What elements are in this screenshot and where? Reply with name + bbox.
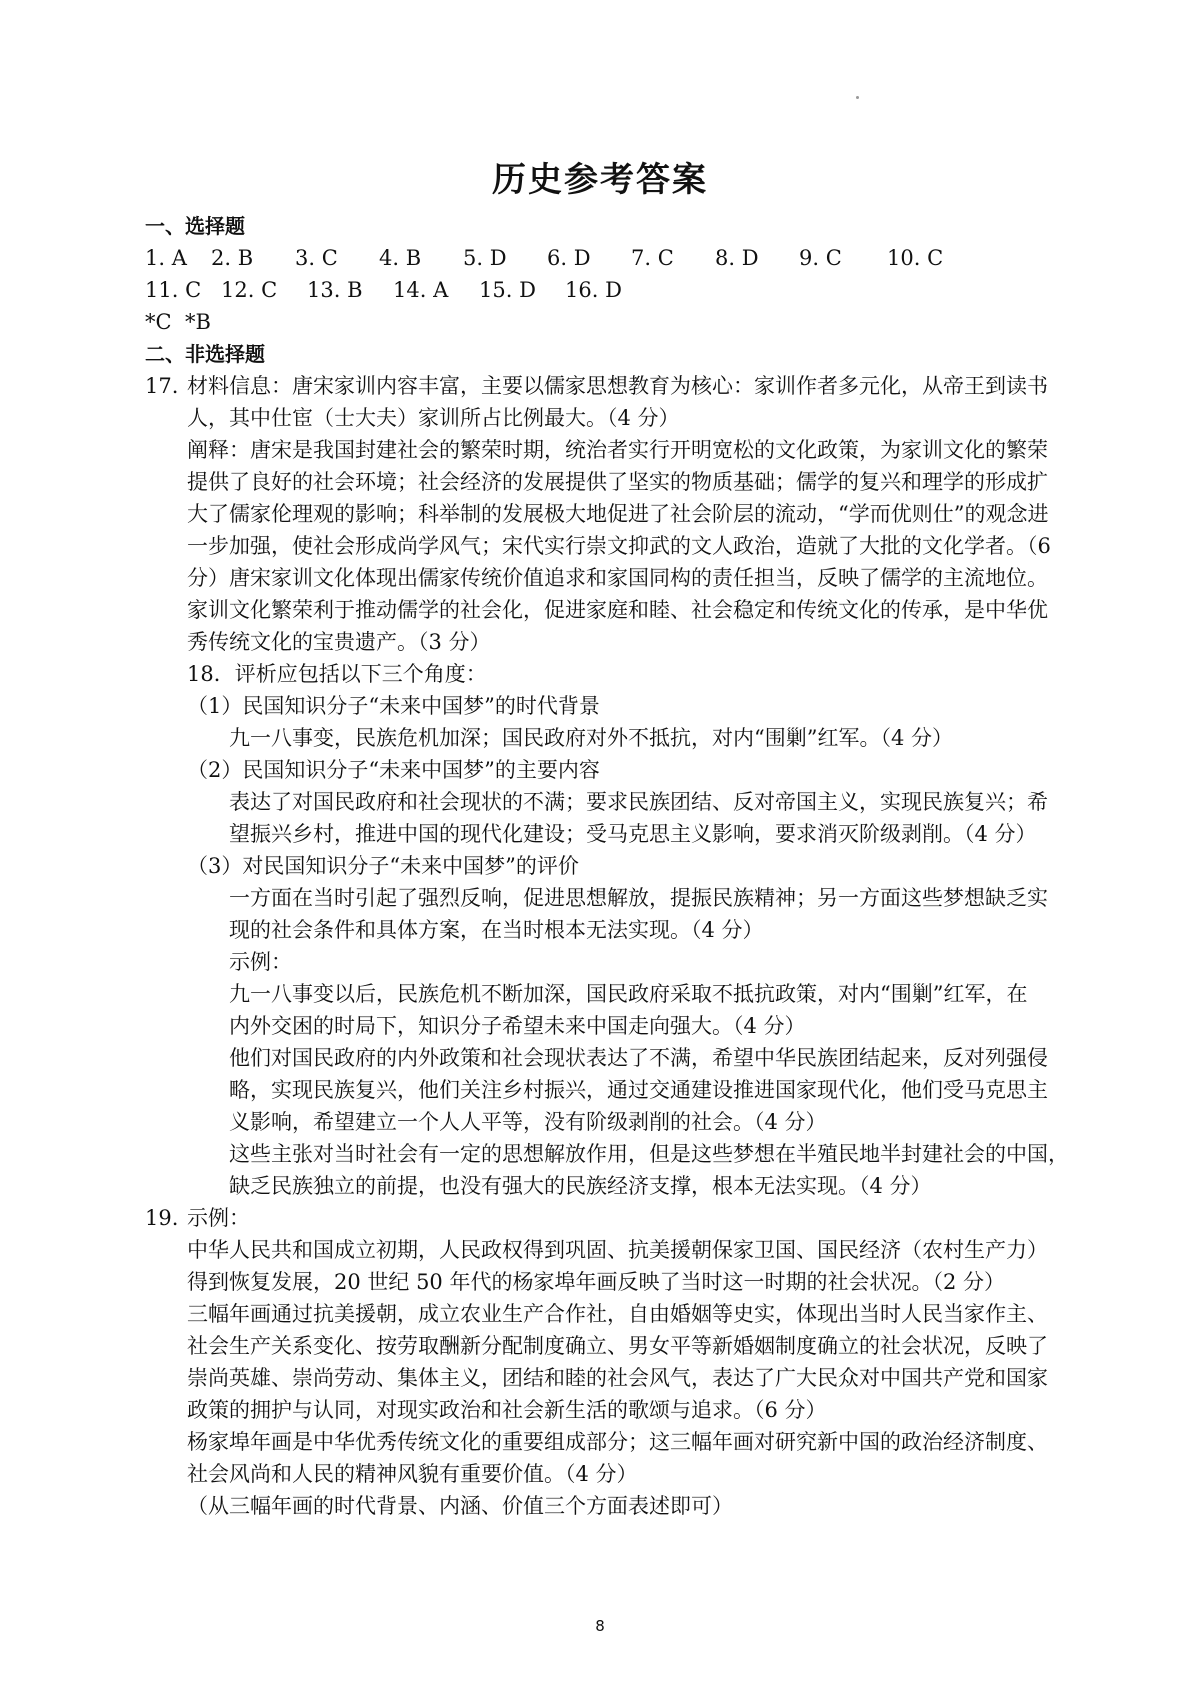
choice-answer: *C — [145, 310, 172, 334]
q17-line: 一步加强，使社会形成尚学风气；宋代实行崇文抑武的文人政治，造就了大批的文化学者。（6 — [187, 534, 1051, 558]
choice-answer: 14. A — [393, 278, 449, 302]
section-heading-nonchoice: 二、非选择题 — [145, 342, 265, 366]
q18-part-line: 九一八事变，民族危机加深；国民政府对外不抵抗，对内“围剿”红军。（4 分） — [229, 726, 954, 750]
stray-dot-mark — [856, 96, 859, 99]
choice-answers-row-3 — [145, 306, 1065, 338]
q18-part-line: 九一八事变以后，民族危机不断加深，国民政府采取不抵抗政策，对内“围剿”红军，在 — [229, 982, 1028, 1006]
q17-line: 分）唐宋家训文化体现出儒家传统价值追求和家国同构的责任担当，反映了儒学的主流地位。 — [187, 566, 1048, 590]
q19-example-label: 示例： — [187, 1206, 250, 1230]
q18-part-line: 表达了对国民政府和社会现状的不满；要求民族团结、反对帝国主义，实现民族复兴；希 — [229, 790, 1048, 814]
q18-part-line: 略，实现民族复兴，他们关注乡村振兴，通过交通建设推进国家现代化，他们受马克思主 — [229, 1078, 1048, 1102]
q19-line: 三幅年画通过抗美援朝，成立农业生产合作社，自由婚姻等史实，体现出当时人民当家作主、 — [187, 1302, 1048, 1326]
q18-intro: 18．评析应包括以下三个角度： — [187, 662, 487, 686]
choice-answer: 2. B — [211, 246, 254, 270]
q18-part-line: 内外交困的时局下，知识分子希望未来中国走向强大。（4 分） — [229, 1014, 806, 1038]
q17-line: 秀传统文化的宝贵遗产。（3 分） — [187, 630, 491, 654]
section-heading-choice: 一、选择题 — [145, 214, 245, 238]
q19-line: 杨家埠年画是中华优秀传统文化的重要组成部分；这三幅年画对研究新中国的政治经济制度、 — [187, 1430, 1048, 1454]
choice-answer: 5. D — [463, 246, 507, 270]
q17-line — [145, 370, 1065, 402]
question-number: 19. — [145, 1206, 179, 1230]
question-18 — [145, 658, 1069, 1202]
q17-line: 人，其中仕宦（士大夫）家训所占比例最大。（4 分） — [187, 406, 680, 430]
q19-line — [145, 1202, 1065, 1234]
q17-line: 阐释：唐宋是我国封建社会的繁荣时期，统治者实行开明宽松的文化政策，为家训文化的繁荣 — [187, 438, 1048, 462]
q19-line: 社会风尚和人民的精神风貌有重要价值。（4 分） — [187, 1462, 638, 1486]
q19-line: 崇尚英雄、崇尚劳动、集体主义，团结和睦的社会风气，表达了广大民众对中国共产党和国家 — [187, 1366, 1048, 1390]
page-title: 历史参考答案 — [492, 160, 708, 200]
q19-note: （从三幅年画的时代背景、内涵、价值三个方面表述即可） — [187, 1494, 733, 1518]
choice-answers-row-2 — [145, 274, 1065, 306]
choice-answer: 12. C — [221, 278, 278, 302]
choice-answer: 6. D — [547, 246, 591, 270]
choice-answer: 4. B — [379, 246, 422, 270]
q19-line: 中华人民共和国成立初期，人民政权得到巩固、抗美援朝保家卫国、国民经济（农村生产力） — [187, 1238, 1048, 1262]
choice-answer: 13. B — [307, 278, 363, 302]
q18-part-line: 缺乏民族独立的前提，也没有强大的民族经济支撑，根本无法实现。（4 分） — [229, 1174, 932, 1198]
q18-part-heading: （2）民国知识分子“未来中国梦”的主要内容 — [187, 758, 600, 782]
choice-answer: 7. C — [631, 246, 674, 270]
choice-answer: 16. D — [565, 278, 622, 302]
choice-answer: 9. C — [799, 246, 842, 270]
choice-answer: 15. D — [479, 278, 536, 302]
q18-part-line: 现的社会条件和具体方案，在当时根本无法实现。（4 分） — [229, 918, 764, 942]
choice-answer: 8. D — [715, 246, 759, 270]
q18-part-line: 义影响，希望建立一个人人平等，没有阶级剥削的社会。（4 分） — [229, 1110, 827, 1134]
q19-line: 得到恢复发展，20 世纪 50 年代的杨家埠年画反映了当时这一时期的社会状况。（2 分） — [187, 1270, 1006, 1294]
page-number: 8 — [595, 1617, 605, 1635]
choice-answer: *B — [185, 310, 211, 334]
question-19 — [145, 1202, 1065, 1522]
choice-answer: 10. C — [887, 246, 944, 270]
q18-part-heading: （1）民国知识分子“未来中国梦”的时代背景 — [187, 694, 600, 718]
q17-line: 大了儒家伦理观的影响；科举制的发展极大地促进了社会阶层的流动，“学而优则仕”的观念进 — [187, 502, 1049, 526]
q18-part-heading: （3）对民国知识分子“未来中国梦”的评价 — [187, 854, 579, 878]
q17-line: 家训文化繁荣利于推动儒学的社会化，促进家庭和睦、社会稳定和传统文化的传承，是中华优 — [187, 598, 1048, 622]
q17-text: 材料信息：唐宋家训内容丰富，主要以儒家思想教育为核心：家训作者多元化，从帝王到读书 — [187, 374, 1048, 398]
question-number: 17. — [145, 374, 179, 398]
choice-answer: 3. C — [295, 246, 338, 270]
q18-part-line: 一方面在当时引起了强烈反响，促进思想解放，提振民族精神；另一方面这些梦想缺乏实 — [229, 886, 1048, 910]
q19-line: 社会生产关系变化、按劳取酬新分配制度确立、男女平等新婚姻制度确立的社会状况，反映了 — [187, 1334, 1048, 1358]
q17-line: 提供了良好的社会环境；社会经济的发展提供了坚实的物质基础；儒学的复兴和理学的形成扩 — [187, 470, 1048, 494]
q18-part-line: 望振兴乡村，推进中国的现代化建设；受马克思主义影响，要求消灭阶级剥削。（4 分） — [229, 822, 1037, 846]
q18-example-label: 示例： — [229, 950, 292, 974]
q18-part-line: 他们对国民政府的内外政策和社会现状表达了不满，希望中华民族团结起来，反对列强侵 — [229, 1046, 1048, 1070]
answer-content — [145, 210, 1069, 1522]
question-17 — [145, 370, 1065, 658]
choice-answers-row-1 — [145, 242, 1065, 274]
choice-answer: 11. C — [145, 278, 202, 302]
q19-line: 政策的拥护与认同，对现实政治和社会新生活的歌颂与追求。（6 分） — [187, 1398, 827, 1422]
q18-part-line: 这些主张对当时社会有一定的思想解放作用，但是这些梦想在半殖民地半封建社会的中国， — [229, 1142, 1069, 1166]
choice-answer: 1. A — [145, 246, 187, 270]
